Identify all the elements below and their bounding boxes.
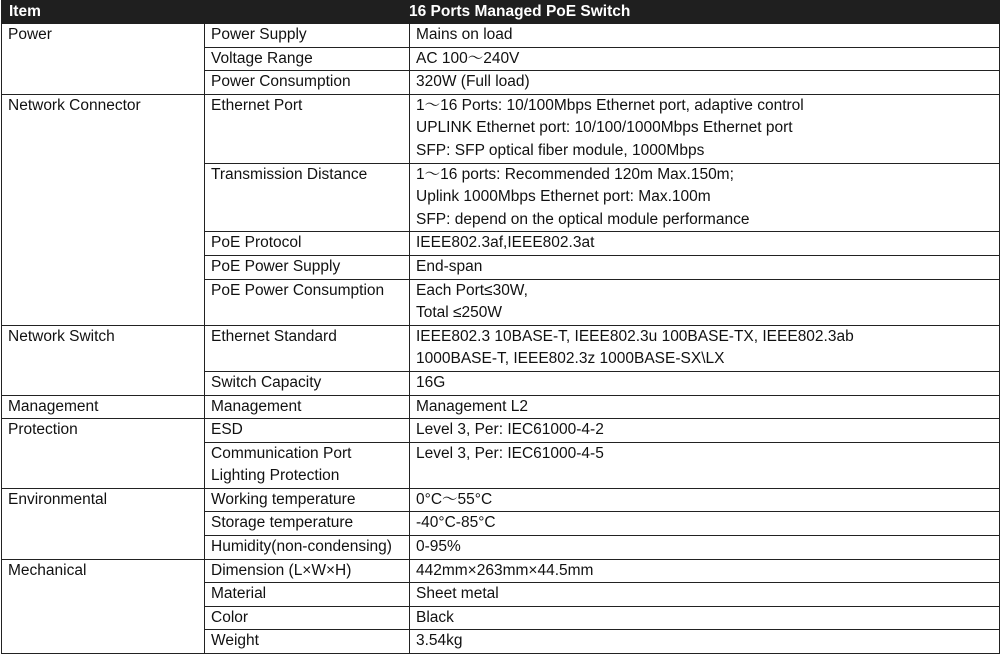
param-cell xyxy=(205,325,410,371)
param-cell xyxy=(205,512,410,536)
table-row xyxy=(2,395,1000,419)
param-label: Communication Port xyxy=(211,444,352,462)
value-text: Each Port≤30W, xyxy=(416,281,528,299)
param-cell xyxy=(205,419,410,443)
value-cell xyxy=(410,24,1000,48)
value-text: 1〜16 ports: Recommended 120m Max.150m; xyxy=(416,165,734,183)
value-cell xyxy=(410,536,1000,560)
value-cell xyxy=(410,325,1000,371)
param-cell xyxy=(205,71,410,95)
table-row xyxy=(2,325,1000,371)
table-row xyxy=(2,488,1000,512)
item-header: Item xyxy=(2,1,205,24)
value-cell xyxy=(410,559,1000,583)
param-label: Material xyxy=(211,585,267,603)
param-cell xyxy=(205,94,410,163)
value-cell xyxy=(410,395,1000,419)
table-row xyxy=(2,559,1000,583)
value-cell xyxy=(410,279,1000,325)
group-name-cell xyxy=(2,94,205,325)
header-row xyxy=(2,1,1000,24)
param-cell xyxy=(205,232,410,256)
param-label: Voltage Range xyxy=(211,49,313,67)
param-cell xyxy=(205,255,410,279)
value-text: 1000BASE-T, IEEE802.3z 1000BASE-SX\LX xyxy=(416,350,725,368)
group-name: Environmental xyxy=(8,490,108,508)
param-label: Ethernet Standard xyxy=(211,327,337,345)
value-text: 0-95% xyxy=(416,538,461,556)
param-label: Ethernet Port xyxy=(211,96,303,114)
param-label: PoE Power Supply xyxy=(211,257,341,275)
value-cell xyxy=(410,419,1000,443)
value-text: UPLINK Ethernet port: 10/100/1000Mbps Ethernet port xyxy=(416,119,793,137)
param-cell xyxy=(205,24,410,48)
value-text: Black xyxy=(416,608,454,626)
param-label: ESD xyxy=(211,421,243,439)
param-label: Storage temperature xyxy=(211,514,354,532)
group-name: Network Connector xyxy=(8,96,141,114)
param-label: Power Consumption xyxy=(211,73,351,91)
group-name-cell xyxy=(2,24,205,95)
value-text: Management L2 xyxy=(416,397,529,415)
param-cell xyxy=(205,442,410,488)
value-cell xyxy=(410,488,1000,512)
value-cell xyxy=(410,163,1000,232)
group-name-cell xyxy=(2,488,205,559)
value-text: 442mm×263mm×44.5mm xyxy=(416,561,594,579)
param-label: Switch Capacity xyxy=(211,373,322,391)
param-cell xyxy=(205,47,410,71)
table-row xyxy=(2,94,1000,163)
product-title-header xyxy=(205,1,1000,24)
value-cell xyxy=(410,47,1000,71)
param-label: Power Supply xyxy=(211,26,307,43)
value-cell xyxy=(410,630,1000,654)
param-label: Weight xyxy=(211,632,259,650)
value-cell xyxy=(410,442,1000,488)
group-name: Network Switch xyxy=(8,327,115,345)
value-text: Level 3, Per: IEC61000-4-5 xyxy=(416,444,604,462)
product-title: 16 Ports Managed PoE Switch xyxy=(409,3,631,20)
param-cell xyxy=(205,279,410,325)
param-label: PoE Power Consumption xyxy=(211,281,385,299)
param-label: Transmission Distance xyxy=(211,165,368,183)
value-text: Uplink 1000Mbps Ethernet port: Max.100m xyxy=(416,188,711,206)
value-text: 0°C〜55°C xyxy=(416,490,493,508)
value-text: Mains on load xyxy=(416,26,513,43)
param-label: Dimension (L×W×H) xyxy=(211,561,352,579)
group-name: Protection xyxy=(8,421,78,439)
value-cell xyxy=(410,512,1000,536)
spec-table xyxy=(1,0,1000,654)
param-label: Humidity(non-condensing) xyxy=(211,538,392,556)
spec-body xyxy=(2,24,1000,654)
value-text: 320W (Full load) xyxy=(416,73,530,91)
group-name-cell xyxy=(2,395,205,419)
value-cell xyxy=(410,371,1000,395)
value-text: SFP: depend on the optical module performance xyxy=(416,210,750,228)
group-name-cell xyxy=(2,559,205,653)
value-cell xyxy=(410,71,1000,95)
param-label: Working temperature xyxy=(211,490,356,508)
param-label: Lighting Protection xyxy=(211,467,340,485)
param-label: Color xyxy=(211,608,249,626)
value-text: -40°C-85°C xyxy=(416,514,496,532)
value-cell xyxy=(410,255,1000,279)
value-text: IEEE802.3 10BASE-T, IEEE802.3u 100BASE-TX, IEEE802.3ab xyxy=(416,327,854,345)
value-text: Level 3, Per: IEC61000-4-2 xyxy=(416,421,604,439)
value-text: Total ≤250W xyxy=(416,304,503,322)
value-cell xyxy=(410,583,1000,607)
param-cell xyxy=(205,488,410,512)
param-cell xyxy=(205,371,410,395)
param-cell xyxy=(205,630,410,654)
value-text: Sheet metal xyxy=(416,585,499,603)
group-name: Power xyxy=(8,26,52,43)
value-text: AC 100〜240V xyxy=(416,49,520,67)
param-cell xyxy=(205,163,410,232)
group-name-cell xyxy=(2,419,205,489)
value-cell xyxy=(410,232,1000,256)
value-cell xyxy=(410,94,1000,163)
value-text: 1〜16 Ports: 10/100Mbps Ethernet port, adaptive control xyxy=(416,96,804,114)
group-name: Management xyxy=(8,397,99,415)
value-text: IEEE802.3af,IEEE802.3at xyxy=(416,234,595,252)
param-cell xyxy=(205,559,410,583)
table-row xyxy=(2,24,1000,48)
param-cell xyxy=(205,536,410,560)
value-text: End-span xyxy=(416,257,483,275)
group-name: Mechanical xyxy=(8,561,87,579)
param-label: Management xyxy=(211,397,302,415)
value-text: SFP: SFP optical fiber module, 1000Mbps xyxy=(416,141,705,159)
param-cell xyxy=(205,583,410,607)
param-cell xyxy=(205,395,410,419)
value-cell xyxy=(410,606,1000,630)
param-label: PoE Protocol xyxy=(211,234,302,252)
value-text: 3.54kg xyxy=(416,632,463,650)
group-name-cell xyxy=(2,325,205,395)
param-cell xyxy=(205,606,410,630)
table-row xyxy=(2,419,1000,443)
value-text: 16G xyxy=(416,373,446,391)
